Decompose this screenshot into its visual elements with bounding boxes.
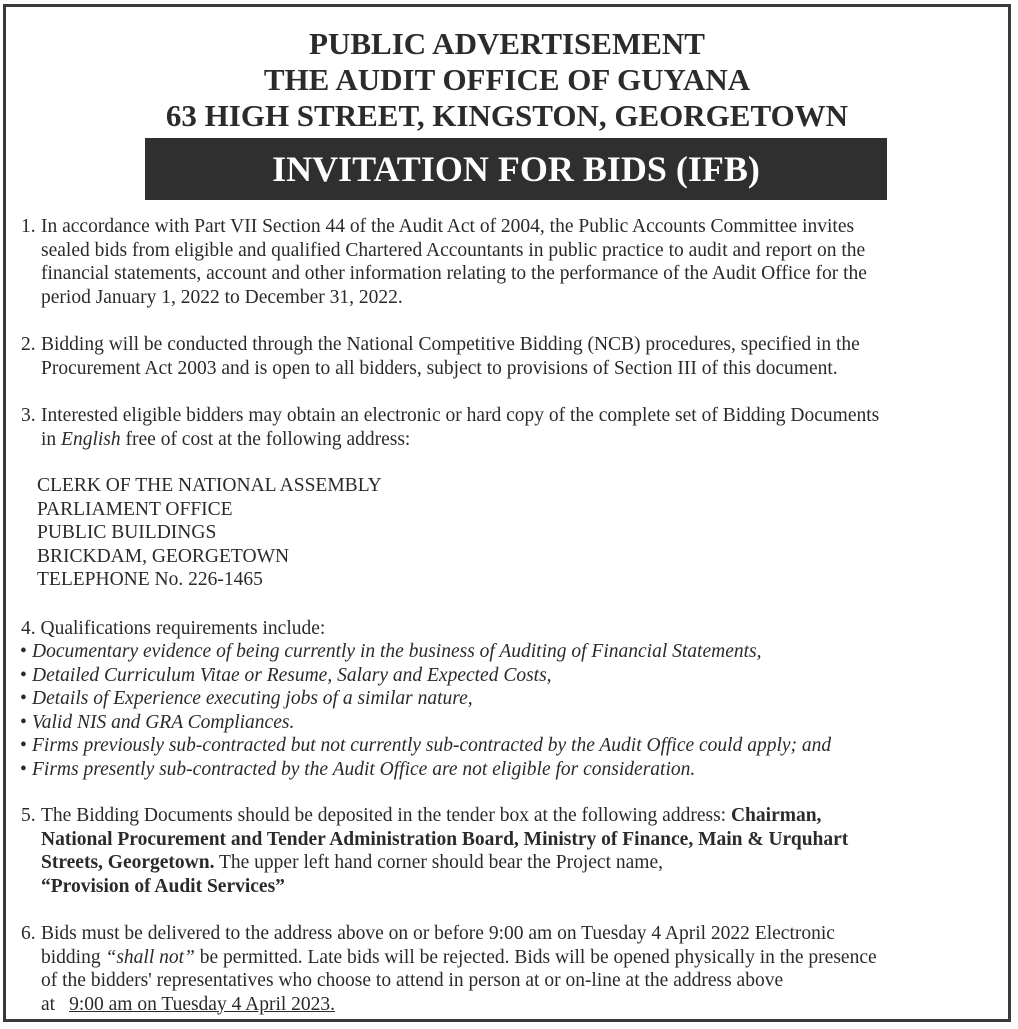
paragraph-line: [41, 428, 1006, 452]
paragraph-line: [41, 804, 1006, 828]
list-item: • Valid NIS and GRA Compliances.: [20, 711, 295, 733]
paragraph-line: of the bidders' representatives who choose to attend in person at or on-line at the address above: [41, 970, 784, 991]
paragraph-line: [41, 851, 1006, 875]
qualifications-title: Qualifications requirements include:: [40, 618, 326, 639]
address-line: BRICKDAM, GEORGETOWN: [37, 545, 290, 567]
paragraph-line: Procurement Act 2003 and is open to all bidders, subject to provisions of Section III of this document.: [41, 357, 838, 379]
addressee-board: National Procurement and Tender Administration Board, Ministry of Finance, Main & Urquhart: [41, 828, 849, 850]
paragraph-line: [41, 828, 1006, 852]
paragraph-6: [21, 922, 1006, 1016]
text: at: [41, 993, 56, 1015]
bullet-icon: •: [20, 711, 27, 733]
paragraph-number: 5.: [21, 805, 36, 826]
list-item: • Firms previously sub-contracted but not currently sub-contracted by the Audit Office could apply; and: [20, 735, 832, 756]
language-emphasis: English: [61, 428, 121, 450]
project-name: “Provision of Audit Services”: [41, 875, 285, 897]
text: be permitted. Late bids will be rejected. Bids will be opened physically in the presence: [194, 946, 877, 968]
paragraph-line: Interested eligible bidders may obtain an electronic or hard copy of the complete set of Bidding Documents: [41, 405, 880, 426]
advertisement-page: [3, 4, 1011, 1022]
paragraph-number: 6.: [21, 923, 36, 944]
paragraph-number: 2.: [21, 334, 36, 355]
opening-time: 9:00 am on Tuesday 4 April 2023.: [69, 993, 336, 1015]
bullet-icon: •: [20, 664, 27, 686]
text: The Bidding Documents should be deposited in the tender box at the following address:: [41, 805, 731, 826]
paragraph-number: 3.: [21, 405, 36, 426]
text: in: [41, 428, 62, 450]
bullet-icon: •: [20, 688, 27, 709]
paragraph-line: sealed bids from eligible and qualified Chartered Accountants in public practice to audit and report on the: [41, 239, 866, 261]
paragraph-number: 4.: [21, 618, 36, 639]
paragraph-5: [21, 804, 1006, 898]
paragraph-number: 1.: [21, 216, 36, 237]
paragraph-line: financial statements, account and other information relating to the performance of the Audit Office for the: [41, 263, 867, 284]
paragraph-line: [41, 993, 1006, 1017]
address-block: [37, 474, 382, 592]
list-item: • Documentary evidence of being currently in the business of Auditing of Financial Statements,: [20, 641, 762, 662]
heading-address: 63 HIGH STREET, KINGSTON, GEORGETOWN: [165, 98, 849, 133]
list-item: • Detailed Curriculum Vitae or Resume, Salary and Expected Costs,: [20, 664, 552, 686]
address-line: PUBLIC BUILDINGS: [37, 522, 217, 543]
bullet-icon: •: [20, 758, 27, 780]
shall-not-emphasis: “shall not”: [105, 946, 195, 968]
paragraph-1: [21, 215, 1006, 309]
paragraph-line: [41, 875, 1006, 899]
bullet-icon: •: [20, 641, 27, 662]
paragraph-4-title: [21, 617, 1006, 641]
paragraph-line: In accordance with Part VII Section 44 of the Audit Act of 2004, the Public Accounts Committee invites: [41, 216, 855, 237]
paragraph-line: Bids must be delivered to the address above on or before 9:00 am on Tuesday 4 April 2022 Electronic: [41, 923, 835, 944]
paragraph-2: [21, 333, 1006, 380]
paragraph-line: [41, 946, 1006, 970]
paragraph-3: [21, 404, 1006, 451]
list-item: • Details of Experience executing jobs of a similar nature,: [20, 688, 473, 709]
list-item: • Firms presently sub-contracted by the Audit Office are not eligible for consideration.: [20, 758, 696, 780]
address-line: TELEPHONE No. 226-1465: [37, 569, 263, 590]
heading-organization: THE AUDIT OFFICE OF GUYANA: [263, 62, 751, 97]
text: free of cost at the following address:: [120, 428, 411, 450]
heading-public-advertisement: PUBLIC ADVERTISEMENT: [309, 26, 705, 61]
qualifications-list: [20, 640, 1005, 781]
addressee-name: Chairman,: [730, 805, 822, 826]
addressee-street: Streets, Georgetown.: [41, 852, 215, 873]
paragraph-line: Bidding will be conducted through the National Competitive Bidding (NCB) procedures, specified in the: [41, 334, 860, 355]
text: bidding: [41, 946, 106, 968]
address-line: PARLIAMENT OFFICE: [37, 498, 233, 520]
ifb-banner: INVITATION FOR BIDS (IFB): [145, 138, 887, 200]
bullet-icon: •: [20, 735, 27, 756]
address-line: CLERK OF THE NATIONAL ASSEMBLY: [37, 475, 382, 496]
paragraph-line: period January 1, 2022 to December 31, 2022.: [41, 286, 403, 308]
text: The upper left hand corner should bear the Project name,: [214, 852, 663, 873]
